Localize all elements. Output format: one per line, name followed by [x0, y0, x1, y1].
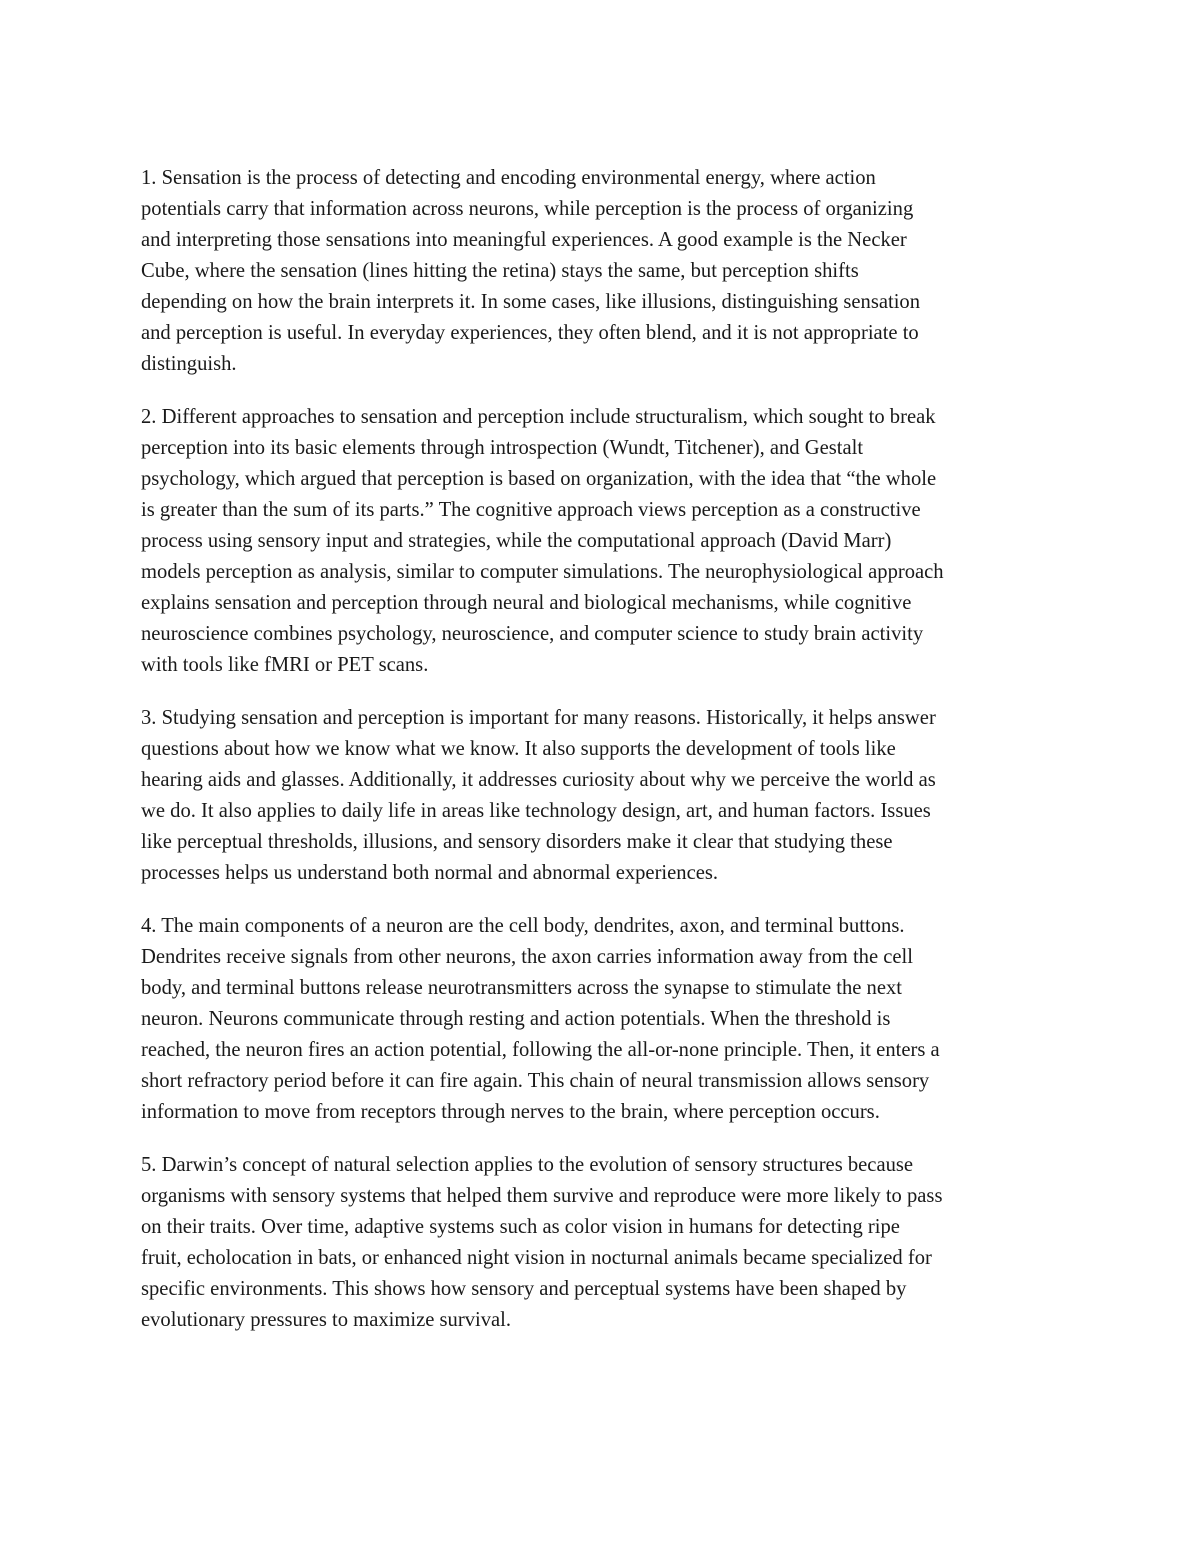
paragraph-3: 3. Studying sensation and perception is important for many reasons. Historically, it helps answer questions about how we know what we know. It also supports the development of tools like hearing aids and glasses. Additionally, it addresses curiosity about why we perceive the world as we do. It also applies to daily life in areas like technology design, art, and human factors. Issues like perceptual thresholds, illusions, and sensory disorders make it clear that studying these processes helps us understand both normal and abnormal experiences. — [141, 707, 936, 884]
paragraph-4: 4. The main components of a neuron are the cell body, dendrites, axon, and terminal buttons. Dendrites receive signals from other neurons, the axon carries information away from the cell body, and terminal buttons release neurotransmitters across the synapse to stimulate the next neuron. Neurons communicate through resting and action potentials. When the threshold is reached, the neuron fires an action potential, following the all-or-none principle. Then, it enters a short refractory period before it can fire again. This chain of neural transmission allows sensory information to move from receptors through nerves to the brain, where perception occurs. — [141, 915, 940, 1123]
document-body — [141, 163, 1063, 1358]
paragraph-5: 5. Darwin’s concept of natural selection applies to the evolution of sensory structures because organisms with sensory systems that helped them survive and reproduce were more likely to pass on their traits. Over time, adaptive systems such as color vision in humans for detecting ripe fruit, echolocation in bats, or enhanced night vision in nocturnal animals became specialized for specific environments. This shows how sensory and perceptual systems have been shaped by evolutionary pressures to maximize survival. — [141, 1154, 943, 1331]
paragraph-1: 1. Sensation is the process of detecting and encoding environmental energy, where action potentials carry that information across neurons, while perception is the process of organizing and interpreting those sensations into meaningful experiences. A good example is the Necker Cube, where the sensation (lines hitting the retina) stays the same, but perception shifts depending on how the brain interprets it. In some cases, like illusions, distinguishing sensation and perception is useful. In everyday experiences, they often blend, and it is not appropriate to distinguish. — [141, 167, 921, 375]
paragraph-2: 2. Different approaches to sensation and perception include structuralism, which sought to break perception into its basic elements through introspection (Wundt, Titchener), and Gestalt psychology, which argued that perception is based on organization, with the idea that “the whole is greater than the sum of its parts.” The cognitive approach views perception as a constructive process using sensory input and strategies, while the computational approach (David Marr) models perception as analysis, similar to computer simulations. The neurophysiological approach explains sensation and perception through neural and biological mechanisms, while cognitive neuroscience combines psychology, neuroscience, and computer science to study brain activity with tools like fMRI or PET scans. — [141, 406, 944, 676]
